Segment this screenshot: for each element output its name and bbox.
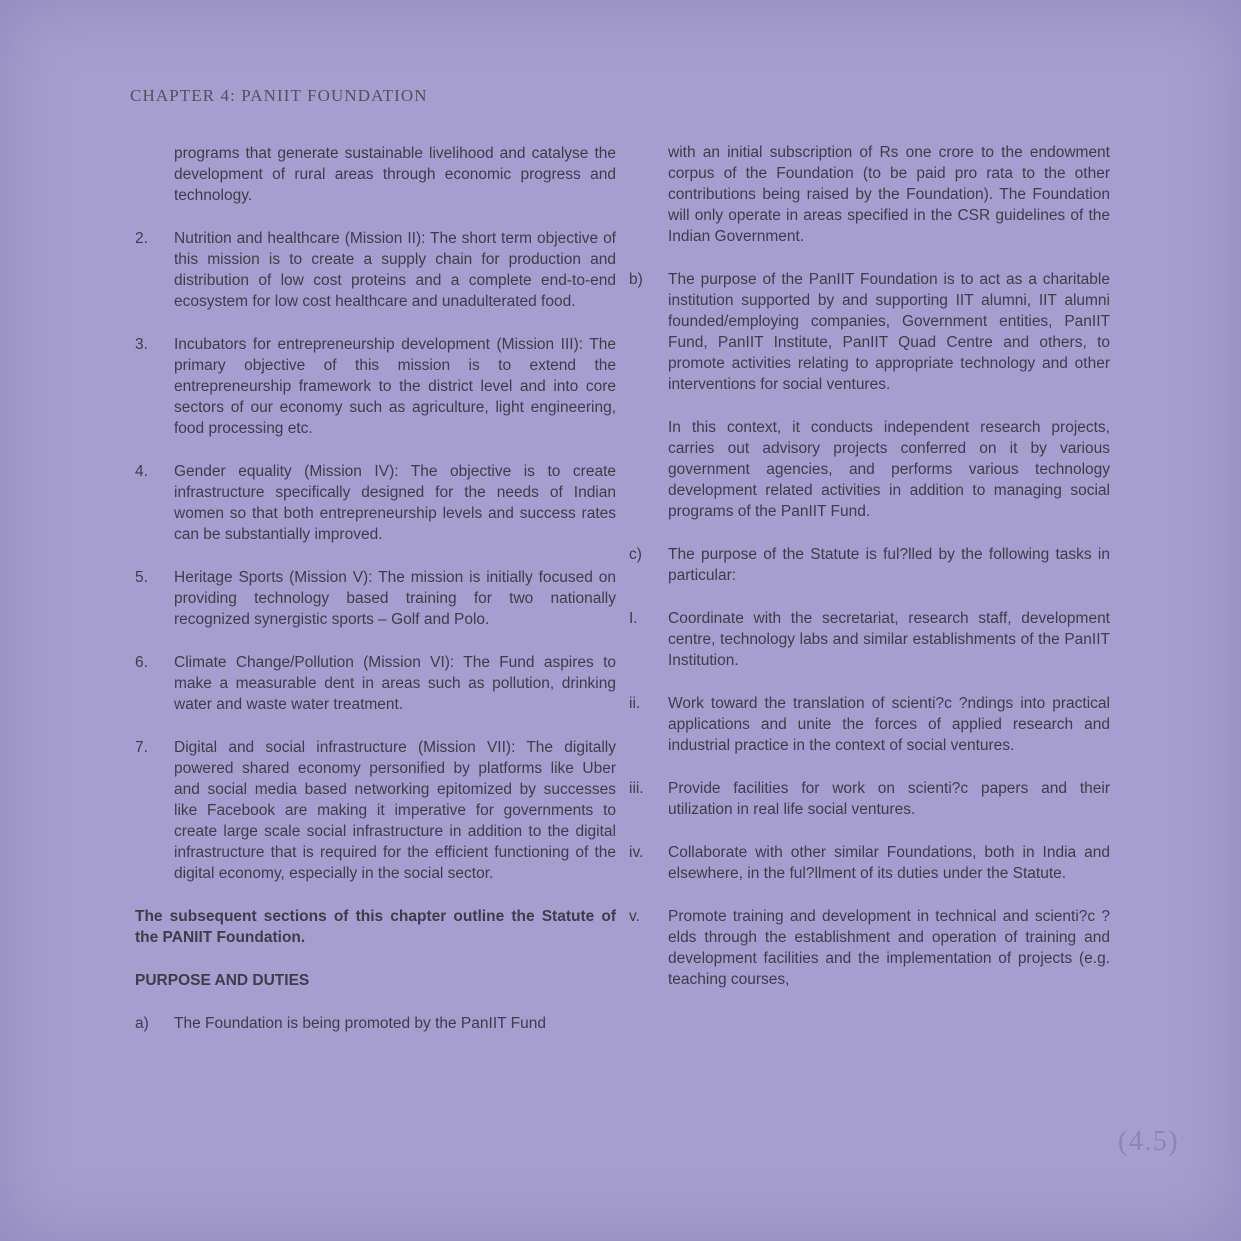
- list-item-marker: iii.: [629, 780, 644, 797]
- list-item-marker: a): [135, 1015, 149, 1032]
- continuation-paragraph: with an initial subscription of Rs one crore to the endowment corpus of the Foundation (to be paid pro rata to the other contributions being raised by the Foundation). The Foundation will only operate in areas specified in the CSR guidelines of the Indian Government.: [668, 144, 1110, 245]
- list-item-marker: 5.: [135, 569, 148, 586]
- lettered-item-b: [629, 269, 1110, 395]
- list-item-5: [135, 567, 616, 630]
- list-item-3: [135, 334, 616, 439]
- list-item-text: Heritage Sports (Mission V): The mission is initially focused on providing technology based training for two nationally recognized synergistic sports – Golf and Polo.: [174, 569, 616, 628]
- list-item-marker: 3.: [135, 336, 148, 353]
- list-item-6: [135, 652, 616, 715]
- closing-paragraph: The subsequent sections of this chapter outline the Statute of the PANIIT Foundation.: [135, 908, 616, 946]
- list-item-text: Provide facilities for work on scienti?c papers and their utilization in real life social ventures.: [668, 780, 1110, 818]
- list-item-text: The purpose of the Statute is ful?lled by the following tasks in particular:: [668, 546, 1110, 584]
- right-column: [629, 142, 1110, 1012]
- list-item-marker: b): [629, 271, 643, 288]
- list-item-text: Incubators for entrepreneurship development (Mission III): The primary objective of this mission is to extend the entrepreneurship framework to the district level and into core sectors of our economy such as agriculture, light engineering, food processing etc.: [174, 336, 616, 437]
- list-item-text: Nutrition and healthcare (Mission II): The short term objective of this mission is to create a supply chain for production and distribution of low cost proteins and a complete end-to-end ecosystem for low cost healthcare and unadulterated food.: [174, 230, 616, 310]
- intro-paragraph: programs that generate sustainable livelihood and catalyse the development of rural areas through economic progress and technology.: [174, 145, 616, 204]
- list-item-marker: [629, 417, 668, 522]
- list-item-text: The purpose of the PanIIT Foundation is to act as a charitable institution supported by and supporting IIT alumni, IIT alumni founded/employing companies, Government entities, PanIIT Fund, PanIIT Institute, PanIIT Quad Centre and others, to promote activities relating to appropriate technology and other interventions for social ventures.: [668, 271, 1110, 393]
- list-item-text: Climate Change/Pollution (Mission VI): The Fund aspires to make a measurable dent in areas such as pollution, drinking water and waste water treatment.: [174, 654, 616, 713]
- list-item-2: [135, 228, 616, 312]
- list-item-text: The Foundation is being promoted by the PanIIT Fund: [174, 1015, 546, 1032]
- list-item-text: In this context, it conducts independent research projects, carries out advisory projects conferred on it by various government agencies, and performs various technology development related activities in addition to managing social programs of the PanIIT Fund.: [668, 419, 1110, 520]
- roman-item-5: [629, 906, 1110, 990]
- lettered-item-a: [135, 1013, 616, 1034]
- page-number: (4.5): [1118, 1126, 1180, 1157]
- list-item-marker: 6.: [135, 654, 148, 671]
- left-column: [135, 143, 616, 1056]
- list-item-text: Gender equality (Mission IV): The objective is to create infrastructure specifically designed for the needs of Indian women so that both entrepreneurship levels and success rates can be substantially improved.: [174, 463, 616, 543]
- roman-item-4: [629, 842, 1110, 884]
- list-item-text: Digital and social infrastructure (Mission VII): The digitally powered shared economy personified by platforms like Uber and social media based networking epitomized by successes like Facebook are making it imperative for governments to create large scale social infrastructure in addition to the digital infrastructure that is required for the efficient functioning of the digital economy, especially in the social sector.: [174, 739, 616, 882]
- list-item-text: Work toward the translation of scienti?c ?ndings into practical applications and unite the forces of applied research and industrial practice in the context of social ventures.: [668, 695, 1110, 754]
- list-item-marker: 4.: [135, 463, 148, 480]
- list-item-marker: I.: [629, 610, 638, 627]
- chapter-header: CHAPTER 4: PANIIT FOUNDATION: [130, 86, 428, 105]
- list-item-4: [135, 461, 616, 545]
- list-item-text: Collaborate with other similar Foundations, both in India and elsewhere, in the ful?llment of its duties under the Statute.: [668, 844, 1110, 882]
- list-item-marker: 7.: [135, 739, 148, 756]
- lettered-item-c: [629, 544, 1110, 586]
- list-item-text: Coordinate with the secretariat, research staff, development centre, technology labs and similar establishments of the PanIIT Institution.: [668, 610, 1110, 669]
- list-item-marker: v.: [629, 908, 640, 925]
- section-heading-purpose-and-duties: PURPOSE AND DUTIES: [135, 972, 310, 989]
- list-item-marker: iv.: [629, 844, 644, 861]
- roman-item-1: [629, 608, 1110, 671]
- roman-item-2: [629, 693, 1110, 756]
- list-item-marker: ii.: [629, 695, 641, 712]
- context-paragraph: [629, 417, 1110, 522]
- list-item-7: [135, 737, 616, 884]
- list-item-marker: 2.: [135, 230, 148, 247]
- roman-item-3: [629, 778, 1110, 820]
- list-item-text: Promote training and development in technical and scienti?c ?elds through the establishment and operation of training and development facilities and the implementation of projects (e.g. teaching courses,: [668, 908, 1110, 988]
- list-item-marker: c): [629, 546, 642, 563]
